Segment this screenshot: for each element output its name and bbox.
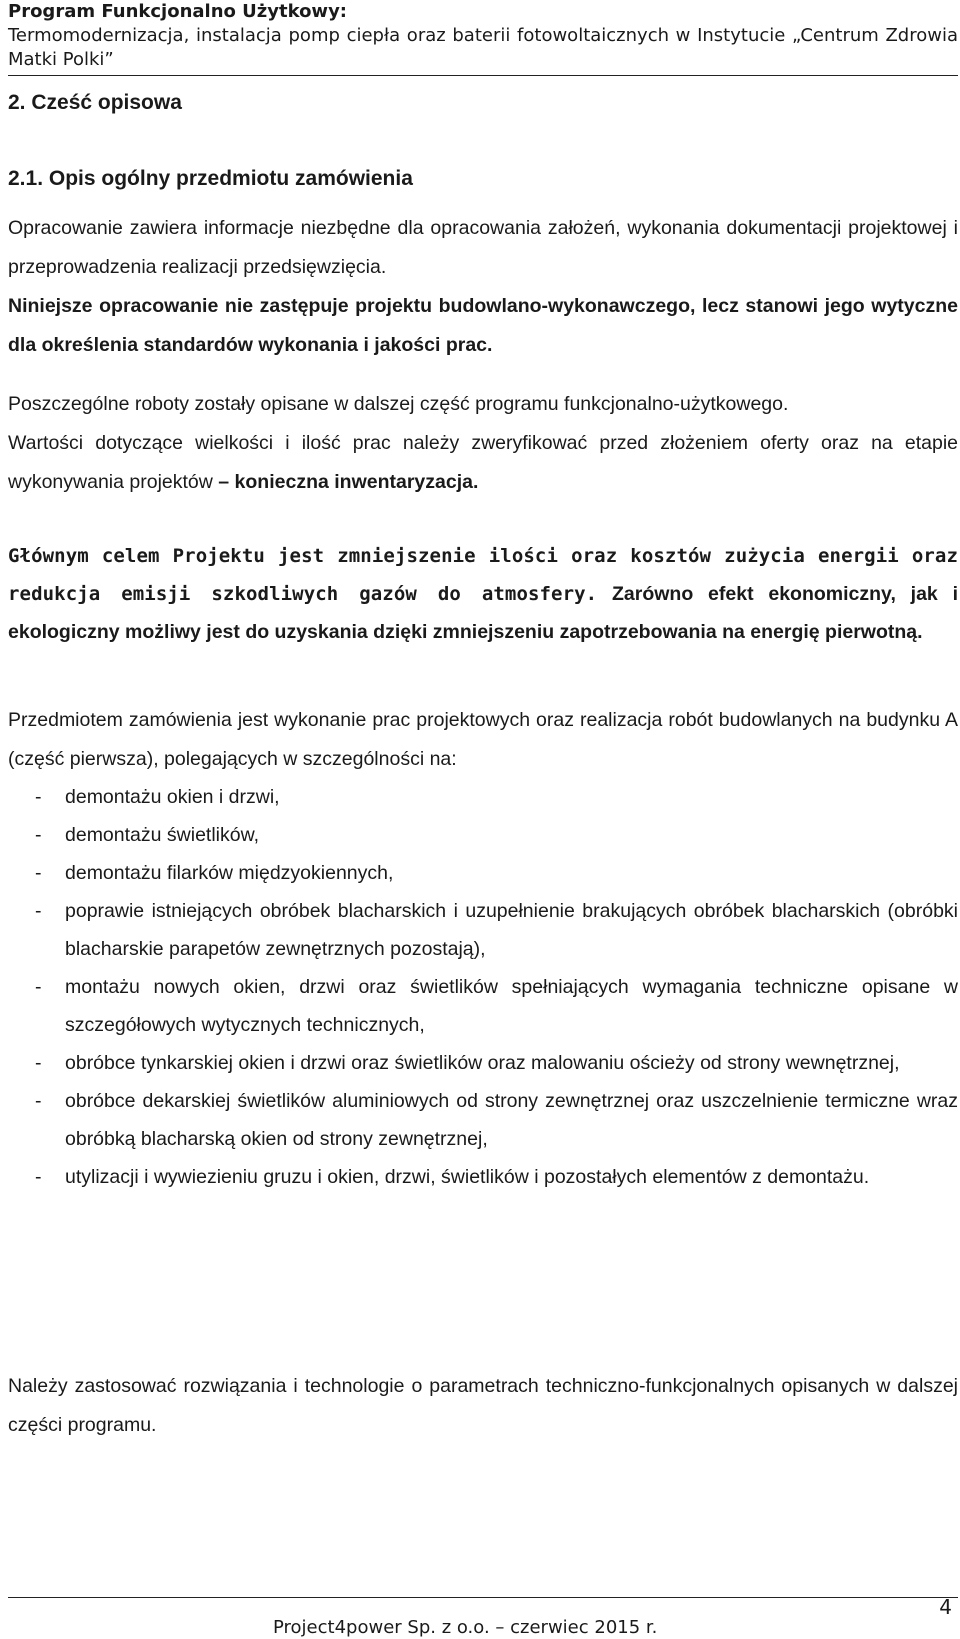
verification-dash: – (212, 471, 235, 493)
scope-list-container (8, 778, 958, 1196)
list-item-text: montażu nowych okien, drzwi oraz świetlików spełniających wymagania techniczne opisane w szczegółowych wytycznych technicznych, (65, 976, 958, 1036)
list-item-text: utylizacji i wywiezieniu gruzu i okien, drzwi, świetlików i pozostałych elementów z demontażu. (65, 1166, 870, 1188)
paragraph-works-described: Poszczególne roboty zostały opisane w dalszej część programu funkcjonalno-użytkowego. (8, 393, 789, 415)
paragraph-scope: Przedmiotem zamówienia jest wykonanie prac projektowych oraz realizacja robót budowlanych na budynku A (część pierwsza), polegających w szczególności na: (8, 709, 958, 770)
paragraph-technologies: Należy zastosować rozwiązania i technologie o parametrach techniczno-funkcjonalnych opisanych w dalszej części programu. (8, 1375, 958, 1436)
program-subtitle: Termomodernizacja, instalacja pomp ciepła oraz baterii fotowoltaicznych w Instytucie „Centrum Zdrowia Matki Polki” (8, 25, 958, 70)
list-item (8, 778, 958, 816)
scope-list (8, 778, 958, 1196)
program-title: Program Funkcjonalno Użytkowy: (8, 1, 347, 22)
list-item-text: demontażu świetlików, (65, 824, 260, 846)
section-subheading: 2.1. Opis ogólny przedmiotu zamówienia (8, 167, 413, 190)
section-heading: 2. Cześć opisowa (8, 91, 182, 114)
list-item-text: demontażu okien i drzwi, (65, 786, 280, 808)
project-effect-text: Zarówno efekt ekonomiczny, jak i ekologiczny możliwy jest do uzyskania dzięki zmniejszeniu zapotrzebowania na energię pierwotną. (8, 583, 958, 643)
footer-company: Project4power Sp. z o.o. – czerwiec 2015 r. (273, 1617, 658, 1638)
page-number: 4 (939, 1595, 952, 1619)
list-dash: - (35, 1052, 42, 1074)
list-item (8, 1044, 958, 1082)
paragraph-project-goal (8, 537, 958, 651)
list-item-text: demontażu filarków międzyokiennych, (65, 862, 394, 884)
verification-emphasis: konieczna inwentaryzacja. (234, 471, 479, 493)
list-dash: - (35, 824, 42, 846)
list-item-text: obróbce dekarskiej świetlików aluminiowych od strony zewnętrznej oraz uszczelnienie termiczne wraz obróbką blacharską okien od strony zewnętrznej, (65, 1090, 958, 1150)
list-dash: - (35, 976, 42, 998)
list-dash: - (35, 900, 42, 922)
list-item (8, 816, 958, 854)
page-footer (8, 1597, 958, 1638)
list-dash: - (35, 1166, 42, 1188)
paragraph-guidelines: Niniejsze opracowanie nie zastępuje projektu budowlano-wykonawczego, lecz stanowi jego wytyczne dla określenia standardów wykonania i jakości prac. (8, 295, 958, 356)
list-item (8, 1158, 958, 1196)
list-item (8, 854, 958, 892)
verification-text: Wartości dotyczące wielkości i ilość prac należy zweryfikować przed złożeniem oferty oraz na etapie wykonywania projektów (8, 432, 958, 493)
project-goal-text: Głównym celem Projektu jest zmniejszenie ilości oraz kosztów zużycia energii oraz redukcja emisji szkodliwych gazów do atmosfery. (8, 545, 958, 605)
list-item (8, 892, 958, 968)
list-item (8, 968, 958, 1044)
list-dash: - (35, 786, 42, 808)
list-item-text: poprawie istniejących obróbek blacharskich i uzupełnienie brakujących obróbek blacharskich (obróbki blacharskie parapetów zewnętrznych pozostają), (65, 900, 958, 960)
paragraph-intro: Opracowanie zawiera informacje niezbędne dla opracowania założeń, wykonania dokumentacji projektowej i przeprowadzenia realizacji przedsięwzięcia. (8, 217, 958, 278)
list-item-text: obróbce tynkarskiej okien i drzwi oraz świetlików oraz malowaniu ościeży od strony wewnętrznej, (65, 1052, 900, 1074)
paragraph-verification (8, 424, 958, 502)
list-dash: - (35, 1090, 42, 1112)
page-header (8, 0, 958, 76)
list-item (8, 1082, 958, 1158)
list-dash: - (35, 862, 42, 884)
